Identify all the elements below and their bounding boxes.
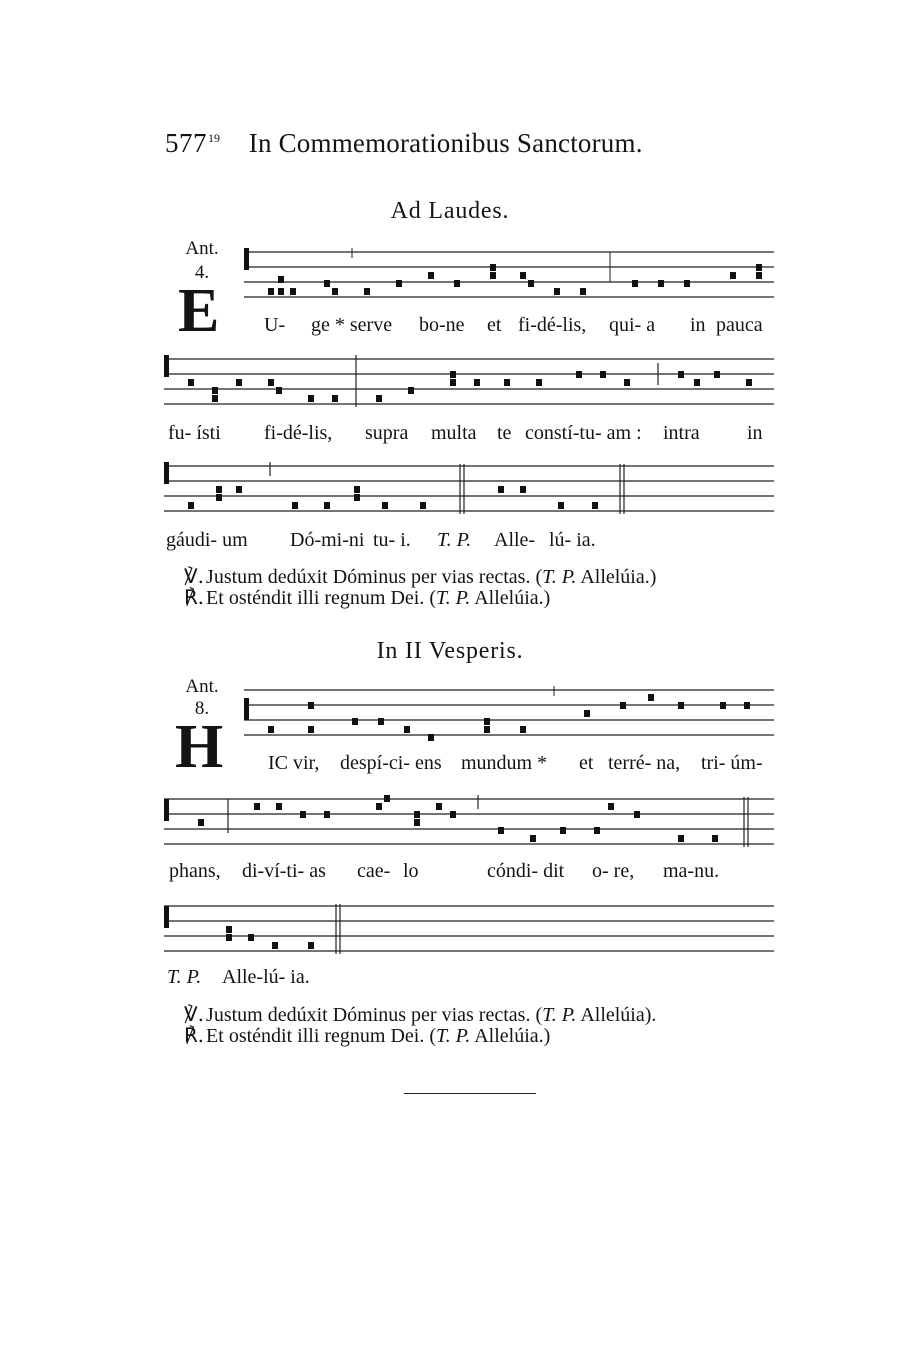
syllable: intra <box>663 422 700 444</box>
chant-staff-3 <box>164 462 774 522</box>
syllable: mundum * <box>461 752 548 774</box>
syllable: et <box>487 314 502 336</box>
versicle-symbol: ℣. <box>184 564 205 588</box>
syllable: lú- ia. <box>549 529 596 551</box>
response-alleluia: Allelúia.) <box>474 587 551 609</box>
syllable: di-ví-ti- as <box>242 860 326 882</box>
syllable: terré- na, <box>608 752 681 774</box>
versicle-tp: T. P. <box>542 1004 577 1026</box>
syllable: despí-ci- ens <box>340 752 442 774</box>
versicle-laudes: ℣. Justum dedúxit Dóminus per vias rectas. (T. P. Allelúia.) <box>184 564 657 588</box>
syllable: phans, <box>169 860 221 882</box>
syllable: supra <box>365 422 409 444</box>
syllable: qui- a <box>609 314 656 336</box>
lyrics-line-3 <box>0 529 900 553</box>
syllable: ma-nu. <box>663 860 720 882</box>
syllable: Alle- <box>494 529 536 551</box>
syllable: fu- ísti <box>168 422 221 444</box>
syllable: fi-dé-lis, <box>518 314 587 336</box>
tempore-paschali: T. P. <box>167 966 202 988</box>
syllable: U- <box>264 314 286 336</box>
syllable: Alle-lú- ia. <box>222 966 310 988</box>
versicle-alleluia: Allelúia). <box>580 1004 657 1026</box>
versicle-alleluia: Allelúia.) <box>580 566 657 588</box>
antiphon-label-laudes: Ant. <box>185 238 219 259</box>
response-text: Et osténdit illi regnum Dei. <box>206 1025 425 1047</box>
response-vespers: ℟. Et osténdit illi regnum Dei. (T. P. Allelúia.) <box>184 1023 551 1047</box>
lyrics-line-6 <box>0 966 900 990</box>
versicle-tp: T. P. <box>542 566 577 588</box>
syllable: te <box>497 422 512 444</box>
initial-letter-h: H <box>175 713 224 781</box>
versicle-symbol: ℣. <box>184 1002 205 1026</box>
chant-staff-2 <box>164 355 774 415</box>
lyrics-line-4 <box>0 752 900 776</box>
syllable: in <box>690 314 706 336</box>
initial-letter-e: E <box>178 277 220 345</box>
syllable: tri- úm- <box>701 752 763 774</box>
versicle-text: Justum dedúxit Dóminus per vias rectas. <box>206 1004 531 1026</box>
section-title-vespers: In II Vesperis. <box>376 638 524 664</box>
syllable: et <box>579 752 594 774</box>
syllable: fi-dé-lis, <box>264 422 333 444</box>
tempore-paschali: T. P. <box>437 529 472 551</box>
syllable: lo <box>403 860 419 882</box>
antiphon-mode-laudes: 4. <box>194 262 210 283</box>
syllable: multa <box>431 422 477 444</box>
response-alleluia: Allelúia.) <box>474 1025 551 1047</box>
syllable: IC vir, <box>268 752 320 774</box>
closing-rule <box>404 1093 536 1094</box>
syllable: in <box>747 422 763 444</box>
syllable: ge * serve <box>311 314 393 336</box>
chant-staff-6 <box>164 902 774 962</box>
chant-staff-5 <box>164 795 774 855</box>
page-title: In Commemorationibus Sanctorum. <box>248 128 643 158</box>
response-tp: T. P. <box>436 1025 471 1047</box>
syllable: bo-ne <box>419 314 465 336</box>
versicle-text: Justum dedúxit Dóminus per vias rectas. <box>206 566 531 588</box>
lyrics-line-2 <box>0 422 900 446</box>
section-title-laudes: Ad Laudes. <box>390 198 510 224</box>
syllable: cae- <box>357 860 391 882</box>
versicle-vespers: ℣. Justum dedúxit Dóminus per vias rectas. (T. P. Allelúia). <box>184 1002 657 1026</box>
chant-staff-4 <box>244 686 774 746</box>
syllable: cóndi- dit <box>487 860 565 882</box>
response-symbol: ℟. <box>184 1023 205 1047</box>
syllable: pauca <box>716 314 763 336</box>
page-number-suffix: 19 <box>208 131 220 145</box>
chant-staff-1 <box>244 248 774 308</box>
page-header <box>165 128 643 159</box>
syllable: constí-tu- am : <box>525 422 642 444</box>
syllable: tu- i. <box>373 529 411 551</box>
response-text: Et osténdit illi regnum Dei. <box>206 587 425 609</box>
syllable: Dó-mi-ni <box>290 529 365 551</box>
page-number: 577 <box>165 128 207 158</box>
response-laudes: ℟. Et osténdit illi regnum Dei. (T. P. Allelúia.) <box>184 585 551 609</box>
lyrics-line-5 <box>0 860 900 884</box>
syllable: gáudi- um <box>166 529 248 551</box>
syllable: o- re, <box>592 860 635 882</box>
lyrics-line-1 <box>0 314 900 338</box>
response-symbol: ℟. <box>184 585 205 609</box>
antiphon-mode-vespers: 8. <box>194 698 210 719</box>
antiphon-label-vespers: Ant. <box>185 676 219 697</box>
response-tp: T. P. <box>436 587 471 609</box>
